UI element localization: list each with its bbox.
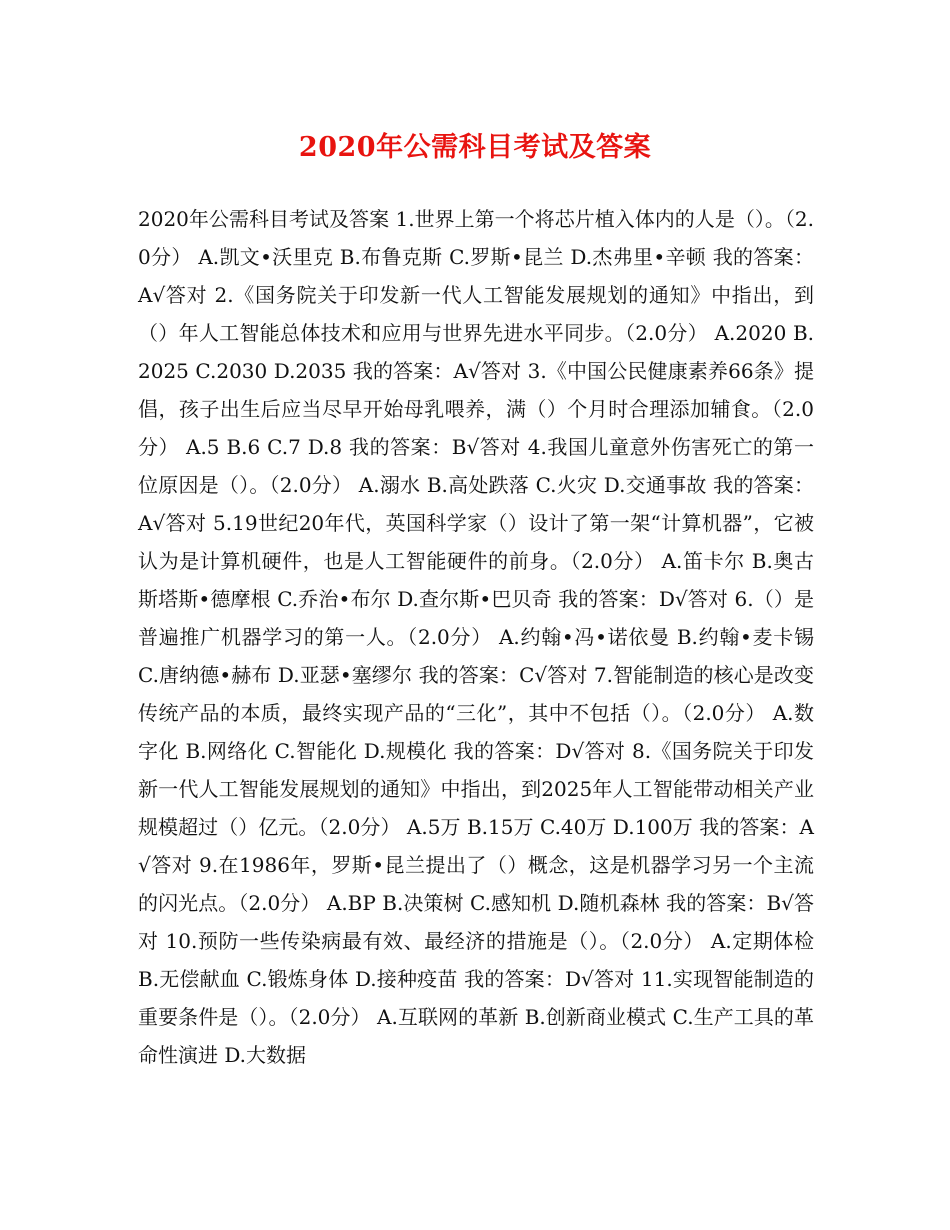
document-title: 2020年公需科目考试及答案 [298,132,652,163]
document-body: 2020年公需科目考试及答案 1.世界上第一个将芯片植入体内的人是（）。（2.0分） A.凯文•沃里克 B.布鲁克斯 C.罗斯•昆兰 D.杰弗里•辛顿 我的答案：A√答对 2.《国务院关于印发新一代人工智能发展规划的通知》中指出，到（）年人工智能总体技术和应用与世界先进水平同步。（2.0分） A.2020 B.2025 C.2030 D.2035 我的答案：A√答对 3.《中国公民健康素养66条》提倡，孩子出生后应当尽早开始母乳喂养，满（）个月时合理添加辅食。（2.0分） A.5 B.6 C.7 D.8 我的答案：B√答对 4.我国儿童意外伤害死亡的第一位原因是（）。（2.0分） A.溺水 B.高处跌落 C.火灾 D.交通事故 我的答案：A√答对 5.19世纪20年代，英国科学家（）设计了第一架“计算机器”，它被认为是计算机硬件，也是人工智能硬件的前身。（2.0分） A.笛卡尔 B.奥古斯塔斯•德摩根 C.乔治•布尔 D.查尔斯•巴贝奇 我的答案：D√答对 6.（）是普遍推广机器学习的第一人。（2.0分） A.约翰•冯•诺依曼 B.约翰•麦卡锡 C.唐纳德•赫布 D.亚瑟•塞缪尔 我的答案：C√答对 7.智能制造的核心是改变传统产品的本质，最终实现产品的“三化”，其中不包括（）。（2.0分） A.数字化 B.网络化 C.智能化 D.规模化 我的答案：D√答对 8.《国务院关于印发新一代人工智能发展规划的通知》中指出，到2025年人工智能带动相关产业规模超过（）亿元。（2.0分） A.5万 B.15万 C.40万 D.100万 我的答案：A√答对 9.在1986年，罗斯•昆兰提出了（）概念，这是机器学习另一个主流的闪光点。（2.0分） A.BP B.决策树 C.感知机 D.随机森林 我的答案：B√答对 10.预防一些传染病最有效、最经济的措施是（）。（2.0分） A.定期体检 B.无偿献血 C.锻炼身体 D.接种疫苗 我的答案：D√答对 11.实现智能制造的重要条件是（）。（2.0分） A.互联网的革新 B.创新商业模式 C.生产工具的革命性演进 D.大数据 [138,207,814,1067]
